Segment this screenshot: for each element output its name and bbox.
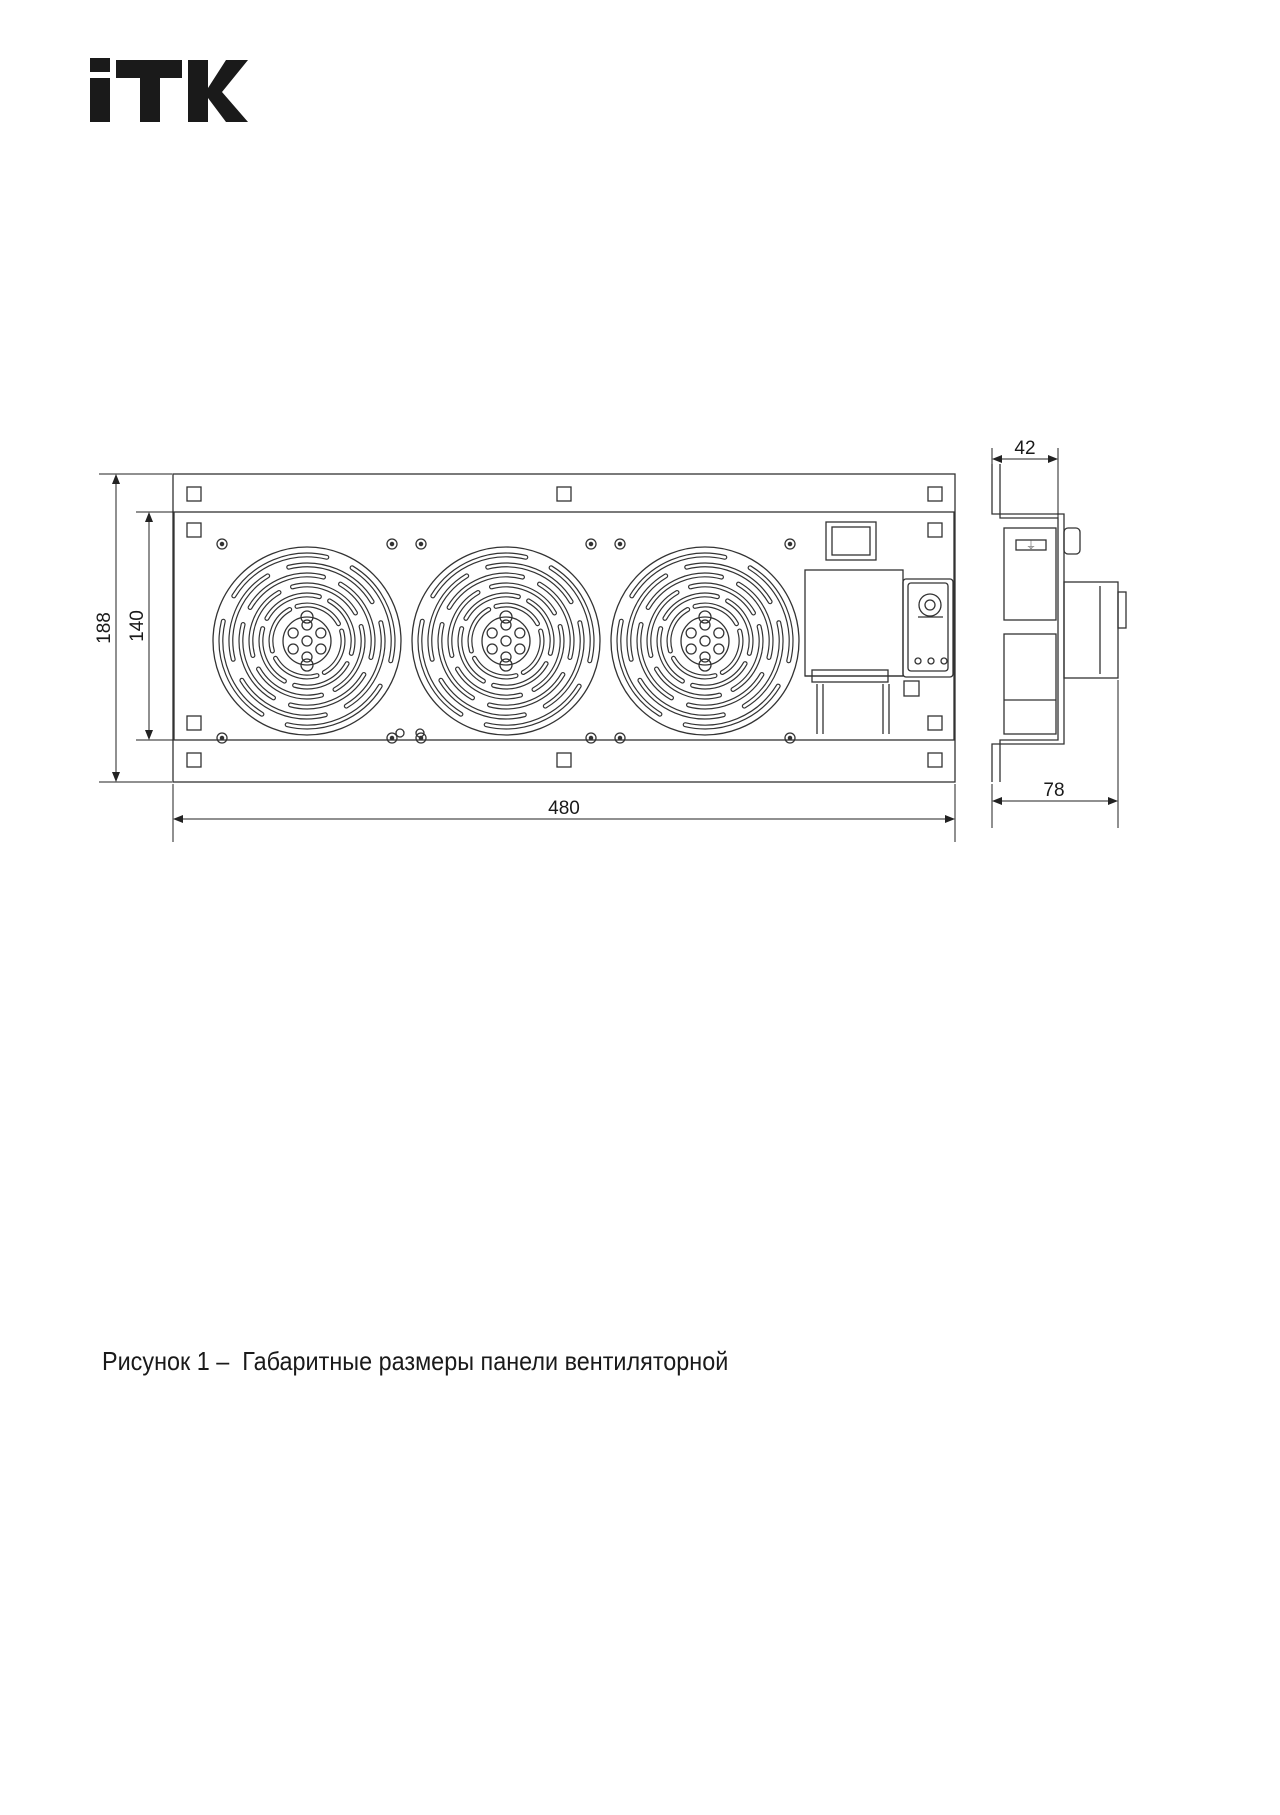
screw bbox=[586, 539, 596, 549]
dim-panel-height: 188 bbox=[94, 612, 115, 644]
screw bbox=[615, 539, 625, 549]
panel-side-view bbox=[992, 464, 1126, 782]
fan-grille bbox=[213, 547, 401, 735]
thermostat-box bbox=[805, 570, 903, 676]
dim-inner-height: 140 bbox=[127, 610, 148, 642]
hole bbox=[396, 729, 404, 737]
dim-side-bottom: 78 bbox=[1043, 780, 1065, 801]
panel-front-view bbox=[173, 474, 955, 782]
fan-grille bbox=[611, 547, 799, 735]
fan-grille bbox=[412, 547, 600, 735]
fan-grilles bbox=[213, 547, 799, 735]
dim-panel-width: 480 bbox=[548, 798, 580, 819]
screw bbox=[217, 733, 227, 743]
screw bbox=[785, 733, 795, 743]
screw bbox=[586, 733, 596, 743]
dim-side-top: 42 bbox=[1014, 438, 1036, 459]
screw bbox=[615, 733, 625, 743]
screw bbox=[785, 539, 795, 549]
fan-screws bbox=[217, 539, 795, 743]
figure-caption: Рисунок 1 – Габаритные размеры панели вентиляторной bbox=[102, 1346, 729, 1376]
screw bbox=[217, 539, 227, 549]
screw bbox=[416, 539, 426, 549]
screw bbox=[387, 539, 397, 549]
screw bbox=[416, 733, 426, 743]
svg-text:⏚: ⏚ bbox=[1026, 541, 1036, 552]
screw bbox=[387, 733, 397, 743]
